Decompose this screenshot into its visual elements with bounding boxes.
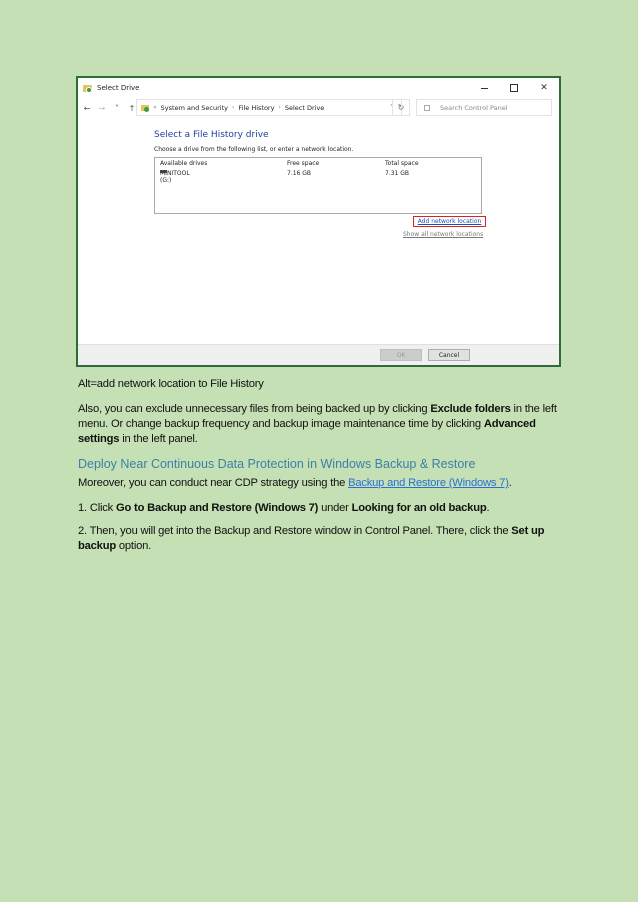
search-placeholder: Search Control Panel [440, 103, 508, 112]
show-all-network-locations-link[interactable]: Show all network locations [403, 231, 484, 238]
control-panel-icon [141, 104, 149, 112]
column-total-space[interactable]: Total space [385, 160, 419, 167]
dialog-heading: Select a File History drive [154, 130, 269, 140]
step-1: 1. Click Go to Backup and Restore (Windows 7) under Looking for an old backup. [78, 502, 490, 514]
title-bar [78, 78, 559, 98]
backup-restore-link[interactable]: Backup and Restore (Windows 7) [348, 477, 509, 489]
back-arrow-icon[interactable]: ← [83, 103, 91, 113]
recent-locations-chevron-icon[interactable]: ˅ [115, 103, 119, 113]
breadcrumb-separator-icon: › [278, 104, 281, 111]
dialog-footer [78, 344, 559, 365]
breadcrumb-file-history[interactable]: File History [238, 103, 275, 112]
drive-total-space: 7.31 GB [385, 170, 410, 177]
up-arrow-icon[interactable]: ↑ [128, 103, 136, 113]
forward-arrow-icon[interactable]: → [98, 103, 106, 113]
drive-name: MINITOOL (G:) [160, 170, 190, 184]
column-available-drives[interactable]: Available drives [160, 160, 208, 167]
looking-for-old-backup-term: Looking for an old backup [351, 502, 487, 514]
add-network-location-link[interactable]: Add network location [413, 216, 486, 227]
ok-button[interactable]: OK [380, 349, 422, 361]
image-caption: Alt=add network location to File History [78, 378, 264, 390]
drive-free-space: 7.16 GB [287, 170, 312, 177]
set-up-backup-term: Set up backup [78, 525, 545, 552]
search-icon [424, 105, 430, 111]
address-bar[interactable] [136, 99, 402, 116]
go-to-backup-term: Go to Backup and Restore (Windows 7) [116, 502, 319, 514]
cancel-button[interactable]: Cancel [428, 349, 470, 361]
drive-list-header [155, 160, 481, 170]
navigation-bar [78, 98, 559, 118]
exclude-folders-term: Exclude folders [430, 403, 511, 415]
breadcrumb-system-security[interactable]: System and Security [160, 103, 228, 112]
select-drive-screenshot [76, 76, 561, 367]
advanced-settings-term: Advanced settings [78, 418, 536, 445]
search-input[interactable] [416, 99, 552, 116]
section-heading: Deploy Near Continuous Data Protection in Windows Backup & Restore [78, 457, 476, 471]
file-history-icon [83, 84, 92, 93]
drive-row[interactable] [155, 170, 481, 184]
close-button[interactable]: ✕ [540, 83, 548, 93]
window-title: Select Drive [97, 84, 140, 92]
refresh-icon: ↻ [397, 103, 405, 112]
overflow-chevron-icon[interactable]: « [153, 104, 157, 111]
column-free-space[interactable]: Free space [287, 160, 320, 167]
dialog-instruction: Choose a drive from the following list, or enter a network location. [154, 146, 354, 153]
maximize-button[interactable] [499, 78, 529, 98]
drive-list[interactable] [154, 157, 482, 214]
minimize-button[interactable] [469, 78, 499, 98]
paragraph-cdp: Moreover, you can conduct near CDP strategy using the Backup and Restore (Windows 7). [78, 477, 512, 489]
breadcrumb-select-drive[interactable]: Select Drive [284, 103, 325, 112]
paragraph-exclude-folders: Also, you can exclude unnecessary files from being backed up by clicking Exclude folders in the left menu. Or change backup frequency and backup image maintenance time by clicking Advanced settings in the left panel. [78, 403, 557, 445]
breadcrumb-separator-icon: › [231, 104, 235, 111]
refresh-button[interactable] [392, 99, 410, 116]
step-2: 2. Then, you will get into the Backup and Restore window in Control Panel. There, click the Set up backup option. [78, 525, 545, 552]
dialog-content [78, 118, 559, 344]
address-dropdown-icon[interactable]: ˅ [390, 104, 393, 111]
